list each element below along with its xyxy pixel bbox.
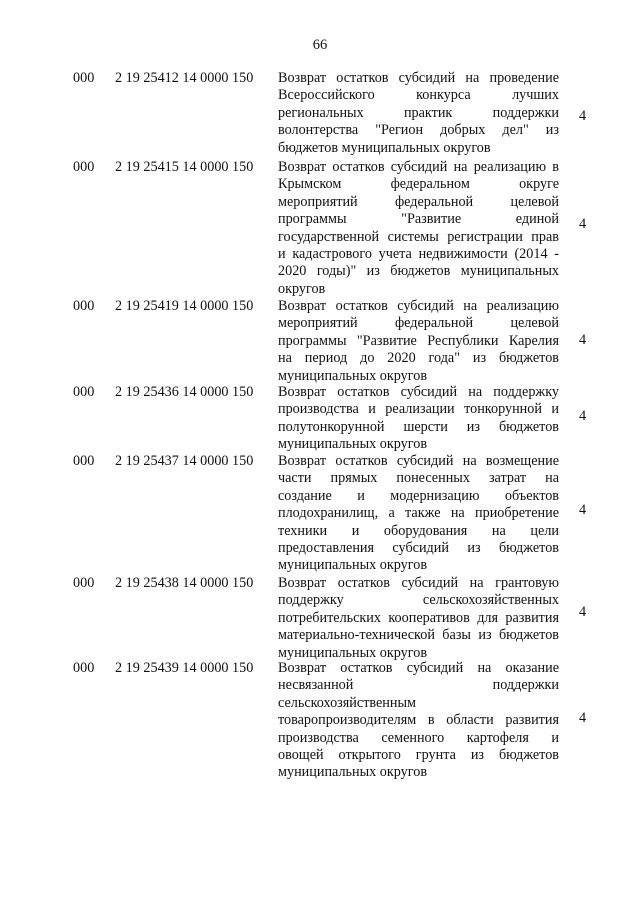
description-line: Возврат остатков субсидий на поддержку — [278, 384, 559, 400]
description-line: муниципальных округов — [278, 557, 428, 574]
description-line: программы "Развитие единой — [278, 211, 559, 228]
code-description — [278, 159, 559, 298]
description-line: бюджетов муниципальных округов — [278, 139, 491, 156]
description-line: муниципальных округов — [278, 367, 428, 384]
budget-classification-code: 2 19 25419 14 0000 150 — [115, 298, 254, 314]
description-line: Всероссийского конкурса лучших — [278, 87, 559, 104]
description-line: полутонкорунной шерсти из бюджетов — [278, 418, 559, 435]
description-line: потребительских кооперативов для развития — [278, 609, 559, 626]
description-line: региональных практик поддержки — [278, 104, 559, 121]
row-value: 4 — [579, 502, 587, 518]
budget-classification-code: 2 19 25436 14 0000 150 — [115, 384, 254, 400]
description-line: мероприятий федеральной целевой — [278, 193, 559, 210]
budget-classification-code: 2 19 25439 14 0000 150 — [115, 660, 254, 676]
description-line: государственной системы регистрации прав — [278, 228, 559, 245]
description-line: Возврат остатков субсидий на реализацию в — [278, 159, 559, 175]
description-line: создание и модернизацию объектов — [278, 487, 559, 504]
code-description — [278, 453, 559, 575]
row-value: 4 — [579, 216, 587, 232]
admin-code: 000 — [73, 70, 95, 86]
description-line: техники и оборудования на цели — [278, 522, 559, 539]
description-line: части прямых понесенных затрат на — [278, 470, 559, 487]
description-line: муниципальных округов — [278, 764, 428, 781]
description-line: поддержку сельскохозяйственных — [278, 592, 559, 609]
admin-code: 000 — [73, 384, 95, 400]
row-value: 4 — [579, 408, 587, 424]
description-line: Возврат остатков субсидий на грантовую — [278, 575, 559, 591]
description-line: Возврат остатков субсидий на возмещение — [278, 453, 559, 469]
admin-code: 000 — [73, 298, 95, 314]
budget-classification-code: 2 19 25437 14 0000 150 — [115, 453, 254, 469]
description-line: Возврат остатков субсидий на реализацию — [278, 298, 559, 314]
admin-code: 000 — [73, 159, 95, 175]
description-line: овощей открытого грунта из бюджетов — [278, 746, 559, 763]
description-line: производства и реализации тонкорунной и — [278, 401, 559, 418]
description-line: плодохранилищ, а также на приобретение — [278, 505, 559, 522]
row-value: 4 — [579, 604, 587, 620]
code-description — [278, 660, 559, 782]
admin-code: 000 — [73, 575, 95, 591]
description-line: мероприятий федеральной целевой — [278, 315, 559, 332]
description-line: Крымском федеральном округе — [278, 176, 559, 193]
description-line: и кадастрового учета недвижимости (2014 - — [278, 245, 559, 262]
description-line: производства семенного картофеля и — [278, 729, 559, 746]
description-line: на период до 2020 года" из бюджетов — [278, 350, 559, 367]
admin-code: 000 — [73, 453, 95, 469]
budget-classification-code: 2 19 25415 14 0000 150 — [115, 159, 254, 175]
description-line: 2020 годы)" из бюджетов муниципальных — [278, 263, 559, 280]
description-line: Возврат остатков субсидий на проведение — [278, 70, 559, 86]
code-description — [278, 575, 559, 662]
description-line: муниципальных округов — [278, 436, 428, 453]
code-description — [278, 298, 559, 385]
description-line: округов — [278, 280, 326, 297]
code-description — [278, 70, 559, 157]
admin-code: 000 — [73, 660, 95, 676]
description-line: материально-технической базы из бюджетов — [278, 627, 559, 644]
description-line: товаропроизводителям в области развития — [278, 712, 559, 729]
code-description — [278, 384, 559, 454]
description-line: сельскохозяйственным — [278, 694, 417, 711]
description-line: волонтерства "Регион добрых дел" из — [278, 122, 559, 139]
row-value: 4 — [579, 710, 587, 726]
budget-classification-code: 2 19 25412 14 0000 150 — [115, 70, 254, 86]
page-number: 66 — [312, 37, 328, 53]
row-value: 4 — [579, 332, 587, 348]
budget-classification-code: 2 19 25438 14 0000 150 — [115, 575, 254, 591]
description-line: муниципальных округов — [278, 644, 428, 661]
description-line: несвязанной поддержки — [278, 677, 559, 694]
description-line: предоставления субсидий из бюджетов — [278, 539, 559, 556]
description-line: Возврат остатков субсидий на оказание — [278, 660, 559, 676]
description-line: программы "Развитие Республики Карелия — [278, 332, 559, 349]
row-value: 4 — [579, 108, 587, 124]
